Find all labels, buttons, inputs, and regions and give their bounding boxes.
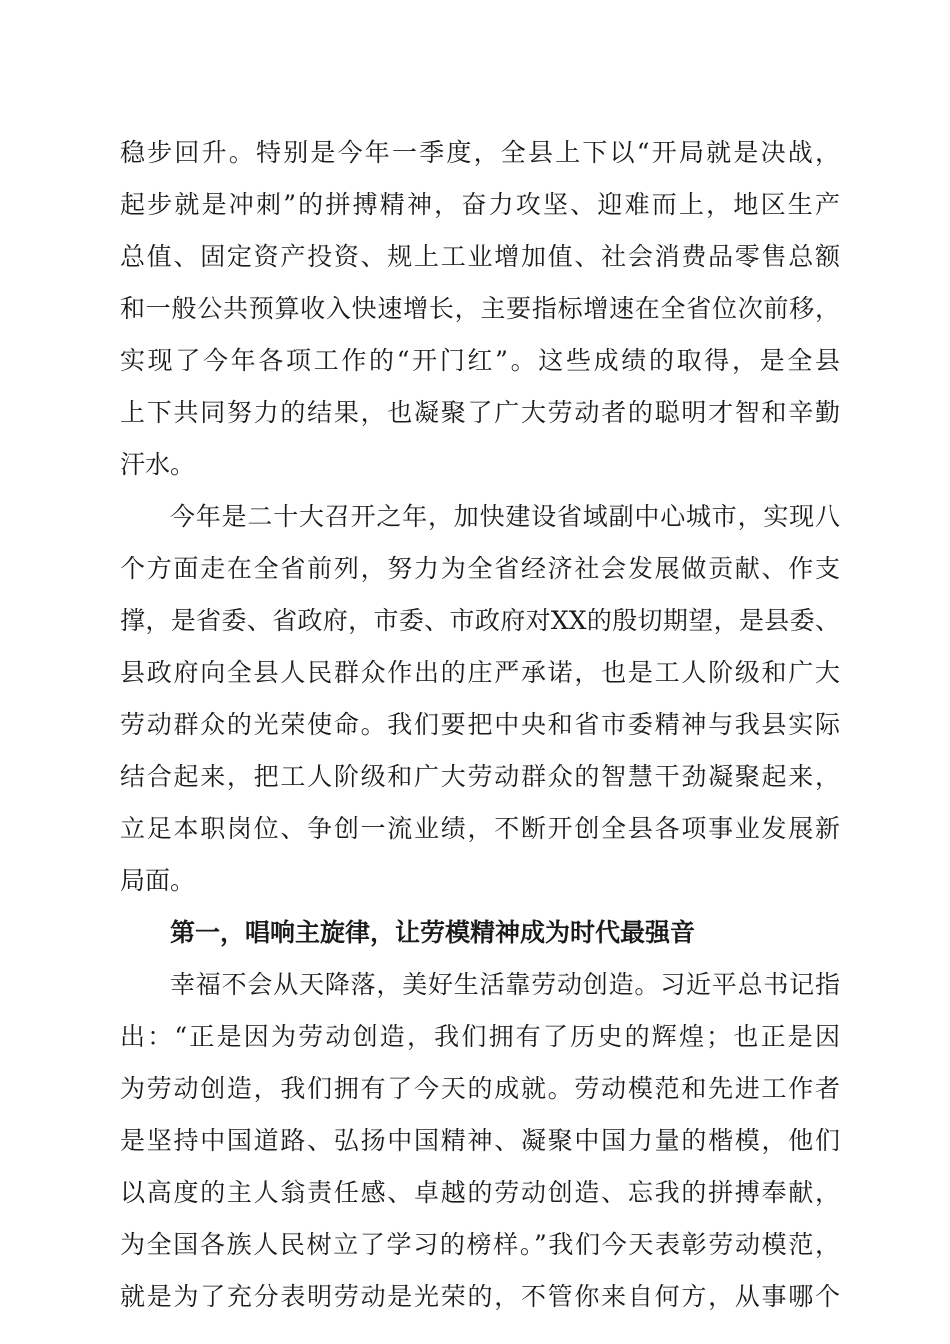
paragraph-3-line: 为全国各族人民树立了学习的榜样。”我们今天表彰劳动模范， xyxy=(120,1230,840,1259)
paragraph-2-line: 撑，是省委、省政府，市委、市政府对XX的殷切期望，是县委、 xyxy=(120,606,840,635)
paragraph-2-line: 个方面走在全省前列，努力为全省经济社会发展做贡献、作支 xyxy=(120,554,840,583)
paragraph-1-line: 上下共同努力的结果，也凝聚了广大劳动者的聪明才智和辛勤 xyxy=(120,398,840,427)
paragraph-1-line: 和一般公共预算收入快速增长，主要指标增速在全省位次前移， xyxy=(120,294,840,323)
paragraph-3-line: 幸福不会从天降落，美好生活靠劳动创造。习近平总书记指 xyxy=(170,970,840,999)
paragraph-3-line: 出：“正是因为劳动创造，我们拥有了历史的辉煌；也正是因 xyxy=(120,1022,840,1051)
paragraph-3-line: 就是为了充分表明劳动是光荣的，不管你来自何方，从事哪个 xyxy=(120,1282,840,1311)
paragraph-3-line: 为劳动创造，我们拥有了今天的成就。劳动模范和先进工作者 xyxy=(120,1074,840,1103)
section-heading: 第一，唱响主旋律，让劳模精神成为时代最强音 xyxy=(170,918,696,947)
paragraph-2-line: 县政府向全县人民群众作出的庄严承诺，也是工人阶级和广大 xyxy=(120,658,840,687)
paragraph-2-line: 今年是二十大召开之年，加快建设省域副中心城市，实现八 xyxy=(170,502,840,531)
paragraph-2-line: 局面。 xyxy=(120,866,196,895)
paragraph-2-line: 结合起来，把工人阶级和广大劳动群众的智慧干劲凝聚起来， xyxy=(120,762,840,791)
paragraph-3-line: 以高度的主人翁责任感、卓越的劳动创造、忘我的拼搏奉献， xyxy=(120,1178,840,1207)
paragraph-1-line: 起步就是冲刺”的拼搏精神，奋力攻坚、迎难而上，地区生产 xyxy=(120,190,840,219)
paragraph-2-line: 立足本职岗位、争创一流业绩，不断开创全县各项事业发展新 xyxy=(120,814,840,843)
paragraph-3-line: 是坚持中国道路、弘扬中国精神、凝聚中国力量的楷模，他们 xyxy=(120,1126,840,1155)
paragraph-1-line: 总值、固定资产投资、规上工业增加值、社会消费品零售总额 xyxy=(120,242,840,271)
paragraph-1-line: 稳步回升。特别是今年一季度，全县上下以“开局就是决战， xyxy=(120,138,840,167)
paragraph-1-line: 汗水。 xyxy=(120,450,196,479)
paragraph-1-line: 实现了今年各项工作的“开门红”。这些成绩的取得，是全县 xyxy=(120,346,840,375)
paragraph-2-line: 劳动群众的光荣使命。我们要把中央和省市委精神与我县实际 xyxy=(120,710,840,739)
